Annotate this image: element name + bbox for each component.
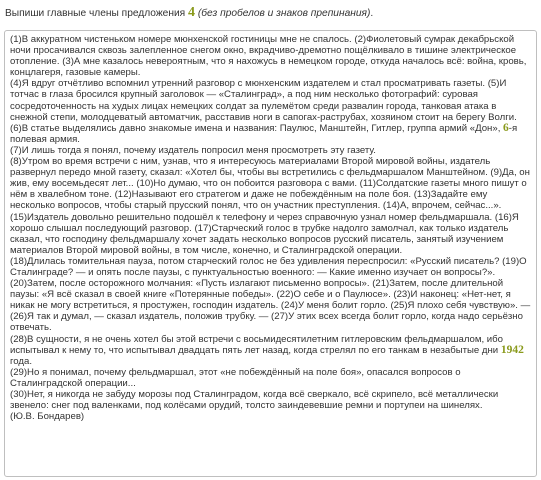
text-segment: (7)И лишь тогда я понял, почему издатель попросил меня просмотреть эту газету. — [10, 144, 376, 156]
text-segment: (30)Нет, я никогда не забуду морозы под Сталинградом, когда всё сверкало, всё скрипело, всё металлически звенело: снег под валенками, под колёсами орудий, толсто заиндевевшие ремни и портупеи на шинелях. — [10, 389, 499, 412]
text-paragraph — [10, 367, 531, 389]
text-paragraph — [10, 389, 531, 411]
task-hint: (без пробелов и знаков препинания) — [197, 8, 371, 19]
text-segment: (29)Но я понимал, почему фельдмаршал, этот «не побеждённый на поле боя», опасался вопросов о Сталинградской операции... — [10, 366, 461, 389]
highlighted-number: 1942 — [500, 343, 524, 356]
source-text-box — [4, 30, 537, 477]
text-paragraph — [10, 145, 531, 156]
text-segment: -я полевая армия. — [10, 122, 518, 145]
text-segment: (18)Длилась томительная пауза, потом старческий голос не без удивления переспросил: «Русский писатель? (19)О Сталинграде? — и опять после паузы, с пунктуальностью военного: — Какие именно изучает он вопросы?». — [10, 255, 527, 278]
text-segment: (Ю.В. Бондарев) — [10, 411, 85, 423]
task-suffix: . — [370, 8, 374, 19]
text-segment: (6)В статье выделялись давно знакомые имена и названия: Паулюс, Манштейн, Гитлер, группа армий «Дон», — [10, 122, 504, 134]
text-segment: (15)Издатель довольно решительно подошёл к телефону и через справочную узнал номер фельдмаршала. (16)Я хорошо слышал последующий разговор. (17)Старческий голос в трубке надолго замолчал, как только издатель сказал, что господину фельдмаршалу хочет задать несколько вопросов русский писатель, занятый изучением материалов Второй мировой войны, в том числе, конечно, и Сталинградской операции. — [10, 211, 519, 256]
text-segment: (4)Я вдруг отчётливо вспомнил утренний разговор с мюнхенским издателем и стал просматривать газеты. (5)И тотчас в глаза бросился крупный заголовок — «Сталинград», а под ним несколько фотографий: суровая сосредоточенность на худых лицах немецких солдат за пулемётом среди развалин города, танковая атака в снежной степи, молодцеватый автоматчик, расставив ноги в сапогах-раструбах, хозяином стоит на берегу Волги. — [10, 78, 517, 123]
text-segment: (1)В аккуратном чистеньком номере мюнхенской гостиницы мне не спалось. (2)Фиолетовый сумрак декабрьской ночи просачивался сквозь залепленное снегом окно, вкрадчиво-дремотно пощёлкивало в тишине электрическое отопление. (3)А мне казалось невероятным, что я нахожусь в немецком городе, откуда началось всё: война, кровь, концлагеря, газовые камеры. — [10, 34, 527, 79]
text-segment: года. — [10, 355, 33, 367]
task-sentence-number: 4 — [188, 5, 195, 20]
text-paragraph — [10, 411, 531, 422]
text-paragraph — [10, 123, 531, 145]
highlighted-number: 6 — [503, 121, 509, 134]
text-segment: (20)Затем, после осторожного молчания: «Пусть излагают письменно вопросы». (21)Затем, после длительной паузы: «Я всё сказал в своей книге «Потерянные победы». (22)О себе и о Паулюсе». (23)И наконец: «Нет-нет, я никак не могу встретиться, я простужен, господин издатель. (24)У меня болит горло. (25)Я плохо себя чувствую». — (26)Я так и думал, — сказал издатель, положив трубку. — (27)У этих всех всегда болит горло, когда надо серьёзно отвечать. — [10, 278, 531, 334]
text-paragraph — [10, 256, 531, 278]
text-paragraph — [10, 156, 531, 211]
text-paragraph — [10, 278, 531, 333]
text-segment: (28)В сущности, я не очень хотел бы этой встречи с восьмидесятилетним гитлеровским фельдмаршалом, ибо испытывал к нему то, что испытывал двадцать пять лет назад, когда стрелял по его танкам в незабытые дни — [10, 333, 503, 356]
task-instruction — [5, 6, 537, 20]
text-paragraph — [10, 212, 531, 256]
text-paragraph — [10, 334, 531, 367]
text-paragraph — [10, 34, 531, 78]
text-segment: (8)Утром во время встречи с ним, узнав, что я интересуюсь материалами Второй мировой войны, издатель развернул передо мной газету, сказал: «Хотел бы, чтобы вы встретились с фельдмаршалом Манштейном. (9)Да, он жив, ему восемьдесят лет... (10)Но думаю, что он побоится разговора с вами. (11)Солдатские газеты много пишут о нём в хвалебном тоне. (12)Называют его стратегом и даже не побеждённым на поле боя. (13)Задайте ему несколько вопросов, чтобы старый прусский понял, что он участник преступления. (14)А, впрочем, сейчас...». — [10, 156, 530, 212]
text-paragraph — [10, 78, 531, 122]
task-prefix: Выпиши главные члены предложения — [5, 8, 188, 19]
